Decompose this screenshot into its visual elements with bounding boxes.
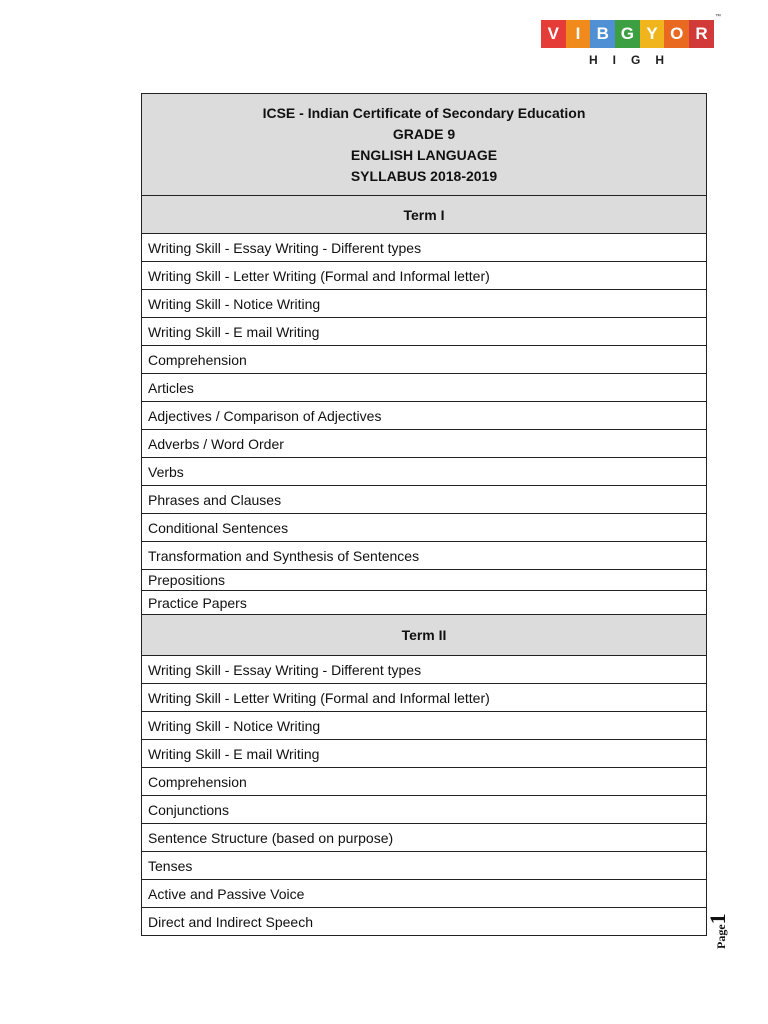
term-2-item: Active and Passive Voice <box>142 880 707 908</box>
logo-letter-g: G <box>615 20 640 48</box>
term-2-item: Sentence Structure (based on purpose) <box>142 824 707 852</box>
logo-letter-r: R <box>689 20 714 48</box>
term-2-item: Writing Skill - Letter Writing (Formal and Informal letter) <box>142 684 707 712</box>
logo-subtitle: HIGH <box>589 53 679 67</box>
term-2-item: Writing Skill - E mail Writing <box>142 740 707 768</box>
page-label: Page <box>714 924 728 949</box>
term-1-item: Writing Skill - E mail Writing <box>142 318 707 346</box>
term-2-item: Comprehension <box>142 768 707 796</box>
term-1-item: Writing Skill - Essay Writing - Different types <box>142 234 707 262</box>
term-2-item: Direct and Indirect Speech <box>142 908 707 936</box>
term-1-item: Adverbs / Word Order <box>142 430 707 458</box>
logo-letter-b: B <box>590 20 615 48</box>
logo-letter-v: V <box>541 20 566 48</box>
term-1-item: Practice Papers <box>142 591 707 615</box>
term-1-item: Transformation and Synthesis of Sentences <box>142 542 707 570</box>
term-1-item: Articles <box>142 374 707 402</box>
syllabus-table <box>141 93 707 936</box>
term-2-item: Writing Skill - Notice Writing <box>142 712 707 740</box>
page-number-value: 1 <box>705 913 730 925</box>
syllabus-header <box>142 94 707 196</box>
term-1-item: Prepositions <box>142 570 707 591</box>
page-number <box>705 913 749 949</box>
term-1-heading: Term I <box>142 196 707 234</box>
term-2-heading: Term II <box>142 615 707 656</box>
vibgyor-logo <box>541 14 721 70</box>
logo-trademark: ™ <box>715 14 721 20</box>
term-2-item: Writing Skill - Essay Writing - Different types <box>142 656 707 684</box>
header-board: ICSE - Indian Certificate of Secondary Education <box>262 104 586 121</box>
logo-letter-i: I <box>566 20 591 48</box>
term-1-item: Adjectives / Comparison of Adjectives <box>142 402 707 430</box>
term-2-item: Tenses <box>142 852 707 880</box>
term-2-item: Conjunctions <box>142 796 707 824</box>
header-year: SYLLABUS 2018-2019 <box>350 167 498 184</box>
term-1-item: Conditional Sentences <box>142 514 707 542</box>
header-subject: ENGLISH LANGUAGE <box>350 146 498 163</box>
term-1-item: Verbs <box>142 458 707 486</box>
term-1-item: Comprehension <box>142 346 707 374</box>
term-1-item: Writing Skill - Letter Writing (Formal and Informal letter) <box>142 262 707 290</box>
term-1-item: Writing Skill - Notice Writing <box>142 290 707 318</box>
logo-letter-boxes <box>541 20 721 48</box>
logo-letter-y: Y <box>640 20 665 48</box>
header-grade: GRADE 9 <box>392 125 456 142</box>
logo-letter-o: O <box>664 20 689 48</box>
term-1-item: Phrases and Clauses <box>142 486 707 514</box>
